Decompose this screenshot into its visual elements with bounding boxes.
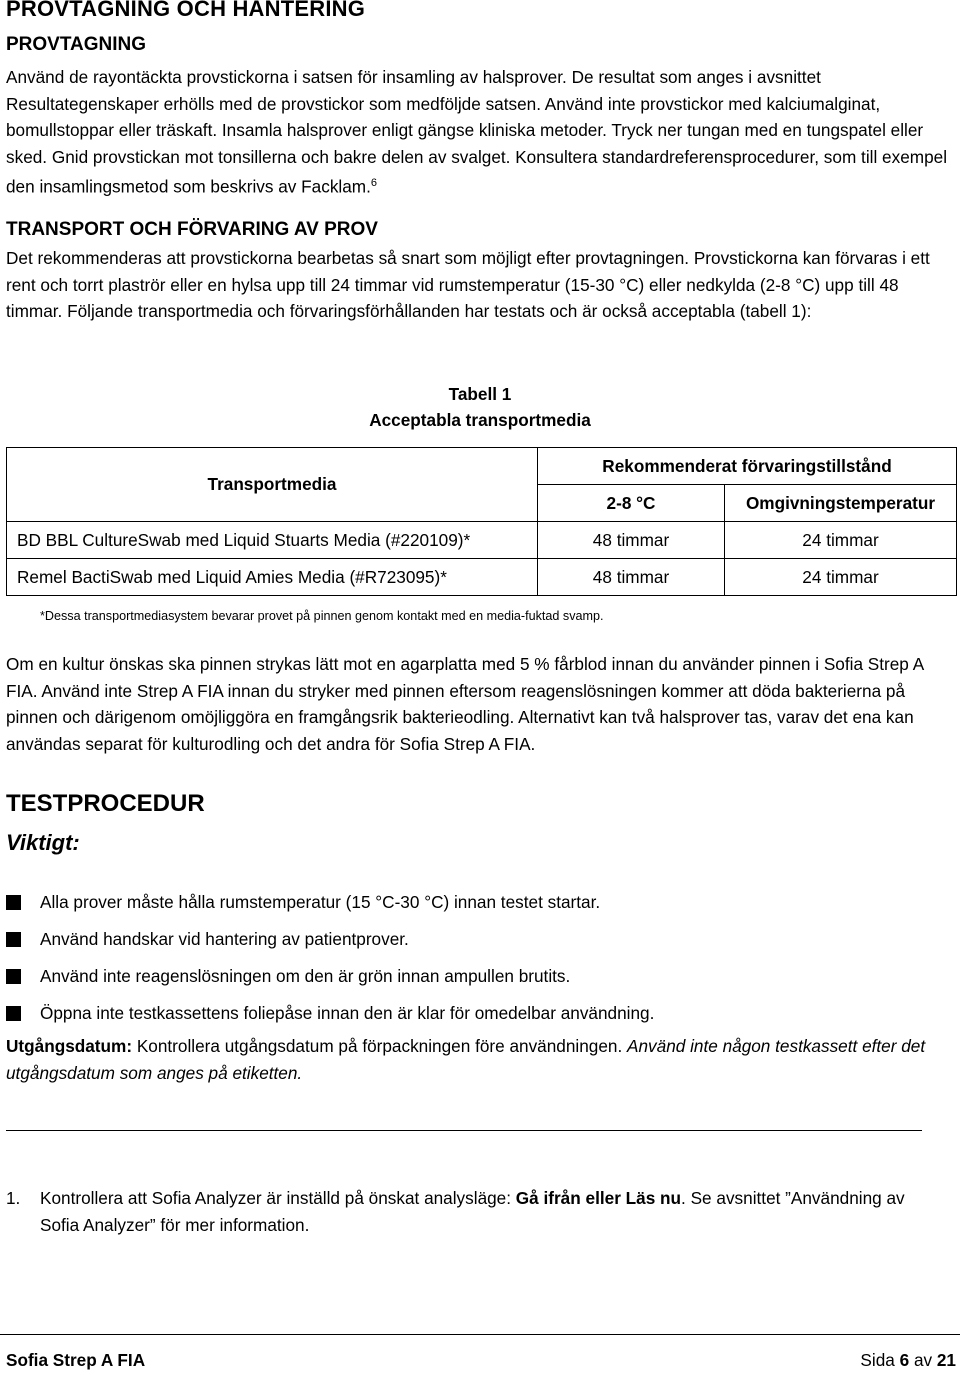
footer-rule	[0, 1334, 960, 1335]
table-header-row	[7, 448, 957, 485]
square-bullet-icon	[6, 1006, 21, 1021]
provtagning-text: Använd de rayontäckta provstickorna i satsen för insamling av halsprover. De resultat som anges i avsnittet Resultategenskaper erhölls med de provstickor som medföljde satsen. Använd inte provstickor med kalciumalginat, bomullstoppar eller träskaft. Insamla halsprover enligt gängse kliniska metoder. Tryck ner tungan med en tungspatel eller sked. Gnid provstickan mot tonsillerna och bakre delen av svalget. Konsultera standardreferensprocedurer, som till exempel den insamlingsmetod som beskrivs av Facklam.	[6, 67, 948, 197]
list-item	[6, 995, 654, 1032]
list-item	[6, 921, 654, 958]
provtagning-paragraph	[6, 64, 956, 200]
cell-cold: 48 timmar	[538, 559, 725, 596]
cell-cold: 48 timmar	[538, 522, 725, 559]
section-heading-provtagning-hantering: PROVTAGNING OCH HANTERING	[6, 0, 366, 21]
footer-product: Sofia Strep A FIA	[6, 1350, 146, 1370]
table-row	[7, 522, 957, 559]
expiry-paragraph	[6, 1033, 956, 1086]
header-ambient: Omgivningstemperatur	[725, 485, 957, 522]
header-cold: 2-8 °C	[538, 485, 725, 522]
list-item-text: Alla prover måste hålla rumstemperatur (15 °C-30 °C) innan testet startar.	[40, 892, 601, 912]
cell-media: Remel BactiSwab med Liquid Amies Media (#R723095)*	[7, 559, 538, 596]
footer-page-number	[860, 1350, 956, 1371]
culture-paragraph: Om en kultur önskas ska pinnen strykas lätt mot en agarplatta med 5 % fårblod innan du använder pinnen i Sofia Strep A FIA. Använd inte Strep A FIA innan du stryker med pinnen eftersom reagenslösningen kommer att döda bakterierna på pinnen och därigenom omöjliggöra en framgångsrik bakterieodling. Alternativt kan två halsprover tas, varav det ena kan användas separat för kulturodling och det andra för Sofia Strep A FIA.	[6, 654, 924, 754]
cell-ambient: 24 timmar	[725, 559, 957, 596]
table-caption-title: Acceptabla transportmedia	[369, 410, 591, 430]
transport-media-table	[6, 447, 957, 596]
square-bullet-icon	[6, 895, 21, 910]
page-current: 6	[899, 1350, 910, 1370]
list-item-text: Öppna inte testkassettens foliepåse innan den är klar för omedelbar användning.	[40, 1003, 655, 1023]
square-bullet-icon	[6, 932, 21, 947]
header-transportmedia: Transportmedia	[7, 448, 538, 522]
cell-ambient: 24 timmar	[725, 522, 957, 559]
step-text	[40, 1185, 940, 1238]
list-item-text: Använd handskar vid hantering av patientprover.	[40, 929, 409, 949]
step-text-pre: Kontrollera att Sofia Analyzer är inställd på önskat analysläge:	[40, 1188, 516, 1208]
list-item-text: Använd inte reagenslösningen om den är grön innan ampullen brutits.	[40, 966, 571, 986]
heading-important: Viktigt:	[6, 830, 80, 855]
table-row	[7, 559, 957, 596]
separator-line	[6, 1130, 922, 1131]
subheading-transport: TRANSPORT OCH FÖRVARING AV PROV	[6, 219, 378, 240]
step-number: 1.	[6, 1188, 21, 1208]
important-list	[6, 884, 654, 1032]
expiry-label: Utgångsdatum:	[6, 1036, 133, 1056]
header-storage: Rekommenderat förvaringstillstånd	[538, 448, 957, 485]
reference-superscript: 6	[370, 177, 378, 189]
expiry-text: Kontrollera utgångsdatum på förpackningen före användningen.	[132, 1036, 628, 1056]
page-prefix: Sida	[860, 1350, 900, 1370]
page-total: 21	[936, 1350, 956, 1370]
table-caption-number: Tabell 1	[448, 384, 512, 404]
list-item	[6, 884, 654, 921]
step-mode: Gå ifrån eller Läs nu	[515, 1188, 682, 1208]
expiry-warning: Använd inte någon testkassett efter det utgångsdatum som anges på etiketten.	[6, 1036, 926, 1083]
transport-paragraph: Det rekommenderas att provstickorna bearbetas så snart som möjligt efter provtagningen. Provstickorna kan förvaras i ett rent och torrt plaströr eller en hylsa upp till 24 timmar vid rumstemperatur (15-30 °C) eller nedkylda (2-8 °C) upp till 48 timmar. Följande transportmedia och förvaringsförhållanden har testats och är också acceptabla (tabell 1):	[6, 248, 930, 321]
heading-testprocedur: TESTPROCEDUR	[6, 790, 205, 817]
list-item	[6, 958, 654, 995]
page-mid: av	[909, 1350, 937, 1370]
cell-media: BD BBL CultureSwab med Liquid Stuarts Media (#220109)*	[7, 522, 538, 559]
subheading-provtagning: PROVTAGNING	[6, 34, 147, 55]
square-bullet-icon	[6, 969, 21, 984]
table-footnote: *Dessa transportmediasystem bevarar provet på pinnen genom kontakt med en media-fuktad svamp.	[40, 609, 604, 623]
step-text-post: . Se avsnittet ”Användning av Sofia Analyzer” för mer information.	[40, 1188, 905, 1235]
